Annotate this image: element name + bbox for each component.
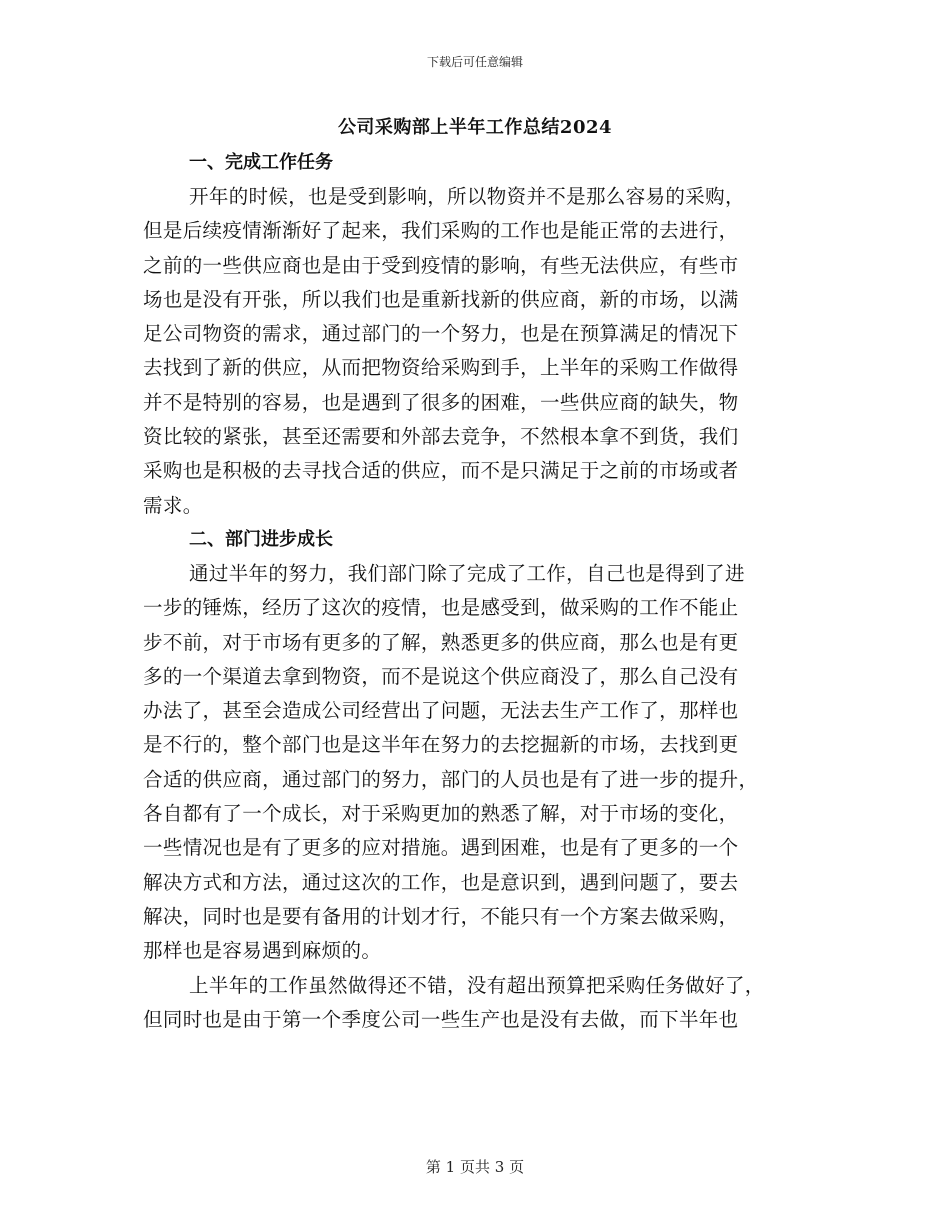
paragraph-line: 办法了，甚至会造成公司经营出了问题，无法去生产工作了，那样也 — [143, 699, 739, 723]
section-heading-2: 二、部门进步成长 — [189, 528, 333, 550]
paragraph-line: 并不是特别的容易，也是遇到了很多的困难，一些供应商的缺失，物 — [143, 390, 739, 414]
paragraph-line: 多的一个渠道去拿到物资，而不是说这个供应商没了，那么自己没有 — [143, 664, 739, 688]
document-title: 公司采购部上半年工作总结2024 — [337, 117, 613, 138]
paragraph-line: 去找到了新的供应，从而把物资给采购到手，上半年的采购工作做得 — [143, 356, 739, 380]
document-body — [143, 146, 808, 1037]
paragraph-line: 一些情况也是有了更多的应对措施。遇到困难，也是有了更多的一个 — [143, 836, 739, 860]
paragraph-line: 解决，同时也是要有备用的计划才行，不能只有一个方案去做采购， — [143, 904, 739, 928]
paragraph-line: 但是后续疫情渐渐好了起来，我们采购的工作也是能正常的去进行， — [143, 219, 739, 243]
paragraph-line: 开年的时候，也是受到影响，所以物资并不是那么容易的采购， — [189, 185, 745, 208]
paragraph-2 — [143, 557, 808, 969]
paragraph-line: 那样也是容易遇到麻烦的。 — [143, 939, 382, 963]
paragraph-line: 需求。 — [143, 493, 203, 517]
paragraph-line: 上半年的工作虽然做得还不错，没有超出预算把采购任务做好了， — [189, 973, 765, 997]
page-footer: 第 1 页共 3 页 — [425, 1158, 525, 1176]
paragraph-line: 一步的锤炼，经历了这次的疫情，也是感受到，做采购的工作不能止 — [143, 596, 739, 620]
paragraph-line: 通过半年的努力，我们部门除了完成了工作，自己也是得到了进 — [189, 561, 745, 585]
paragraph-line: 解决方式和方法，通过这次的工作，也是意识到，遇到问题了，要去 — [143, 870, 739, 894]
paragraph-line: 之前的一些供应商也是由于受到疫情的影响，有些无法供应，有些市 — [143, 253, 739, 277]
paragraph-line: 足公司物资的需求，通过部门的一个努力，也是在预算满足的情况下 — [143, 322, 739, 346]
paragraph-line: 采购也是积极的去寻找合适的供应，而不是只满足于之前的市场或者 — [143, 459, 739, 483]
paragraph-line: 是不行的，整个部门也是这半年在努力的去挖掘新的市场，去找到更 — [143, 733, 739, 757]
paragraph-line: 各自都有了一个成长，对于采购更加的熟悉了解，对于市场的变化， — [143, 802, 739, 826]
page-header: 下载后可任意编辑 — [426, 55, 523, 69]
paragraph-3 — [143, 969, 808, 1038]
paragraph-line: 步不前，对于市场有更多的了解，熟悉更多的供应商，那么也是有更 — [143, 630, 739, 654]
paragraph-line: 但同时也是由于第一个季度公司一些生产也是没有去做，而下半年也 — [143, 1007, 739, 1031]
paragraph-line: 资比较的紧张，甚至还需要和外部去竞争，不然根本拿不到货，我们 — [143, 425, 739, 449]
paragraph-1 — [143, 180, 808, 523]
section-heading-1: 一、完成工作任务 — [189, 152, 333, 173]
paragraph-line: 场也是没有开张，所以我们也是重新找新的供应商，新的市场，以满 — [143, 287, 739, 311]
paragraph-line: 合适的供应商，通过部门的努力，部门的人员也是有了进一步的提升， — [143, 767, 759, 791]
